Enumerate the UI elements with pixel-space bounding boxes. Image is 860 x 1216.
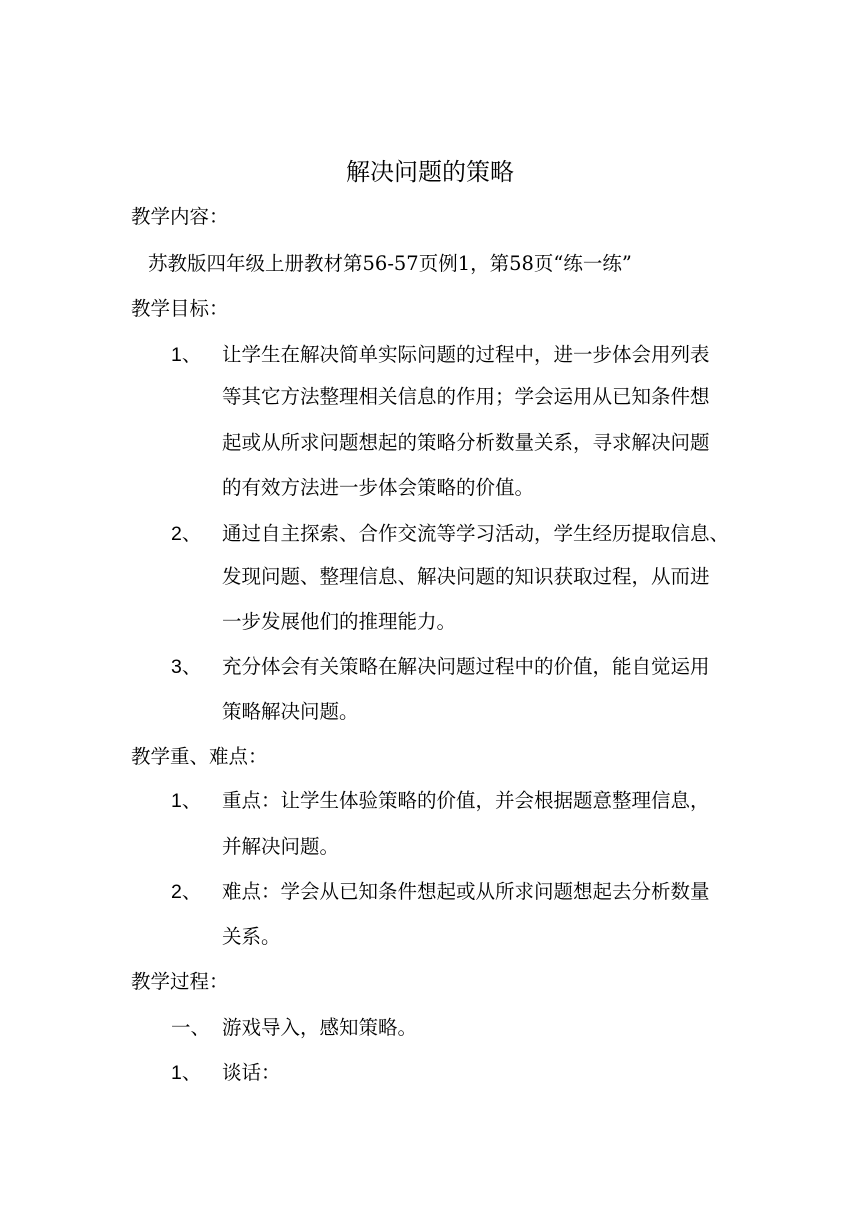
list-item-line: 通过自主探索、合作交流等学习活动，学生经历提取信息、 <box>222 522 730 545</box>
list-item-line: 充分体会有关策略在解决问题过程中的价值，能自觉运用 <box>222 655 710 678</box>
list-item-line: 难点：学会从已知条件想起或从所求问题想起去分析数量 <box>222 880 710 903</box>
list-item-line: 发现问题、整理信息、解决问题的知识获取过程，从而进 <box>222 565 710 588</box>
list-item-line: 重点：让学生体验策略的价值，并会根据题意整理信息， <box>222 789 710 812</box>
document-title: 解决问题的策略 <box>346 158 514 186</box>
list-item-line: 关系。 <box>222 925 281 948</box>
list-number: 1、 <box>171 1062 202 1084</box>
heading-teaching-process: 教学过程： <box>131 970 229 993</box>
list-number: 1、 <box>171 790 202 812</box>
list-number: 2、 <box>171 523 202 545</box>
list-item-line: 游戏导入，感知策略。 <box>222 1016 418 1039</box>
heading-key-points: 教学重、难点： <box>131 745 268 768</box>
heading-teaching-content: 教学内容： <box>131 205 229 228</box>
list-item-line: 让学生在解决简单实际问题的过程中，进一步体会用列表 <box>222 343 710 366</box>
list-item-line: 并解决问题。 <box>222 835 340 858</box>
list-item-line: 策略解决问题。 <box>222 700 359 723</box>
list-item-line: 等其它方法整理相关信息的作用；学会运用从已知条件想 <box>222 385 710 408</box>
heading-teaching-goals: 教学目标： <box>131 297 229 320</box>
list-number: 一、 <box>171 1017 211 1039</box>
list-number: 3、 <box>171 656 202 678</box>
list-item-line: 谈话： <box>222 1061 281 1084</box>
list-item-line: 一步发展他们的推理能力。 <box>222 610 457 633</box>
list-item-line: 的有效方法进一步体会策略的价值。 <box>222 476 535 499</box>
teaching-content-text: 苏教版四年级上册教材第56-57页例1，第58页“练一练” <box>148 252 632 275</box>
list-number: 1、 <box>171 344 202 366</box>
list-item-line: 起或从所求问题想起的策略分析数量关系，寻求解决问题 <box>222 431 710 454</box>
list-number: 2、 <box>171 881 202 903</box>
